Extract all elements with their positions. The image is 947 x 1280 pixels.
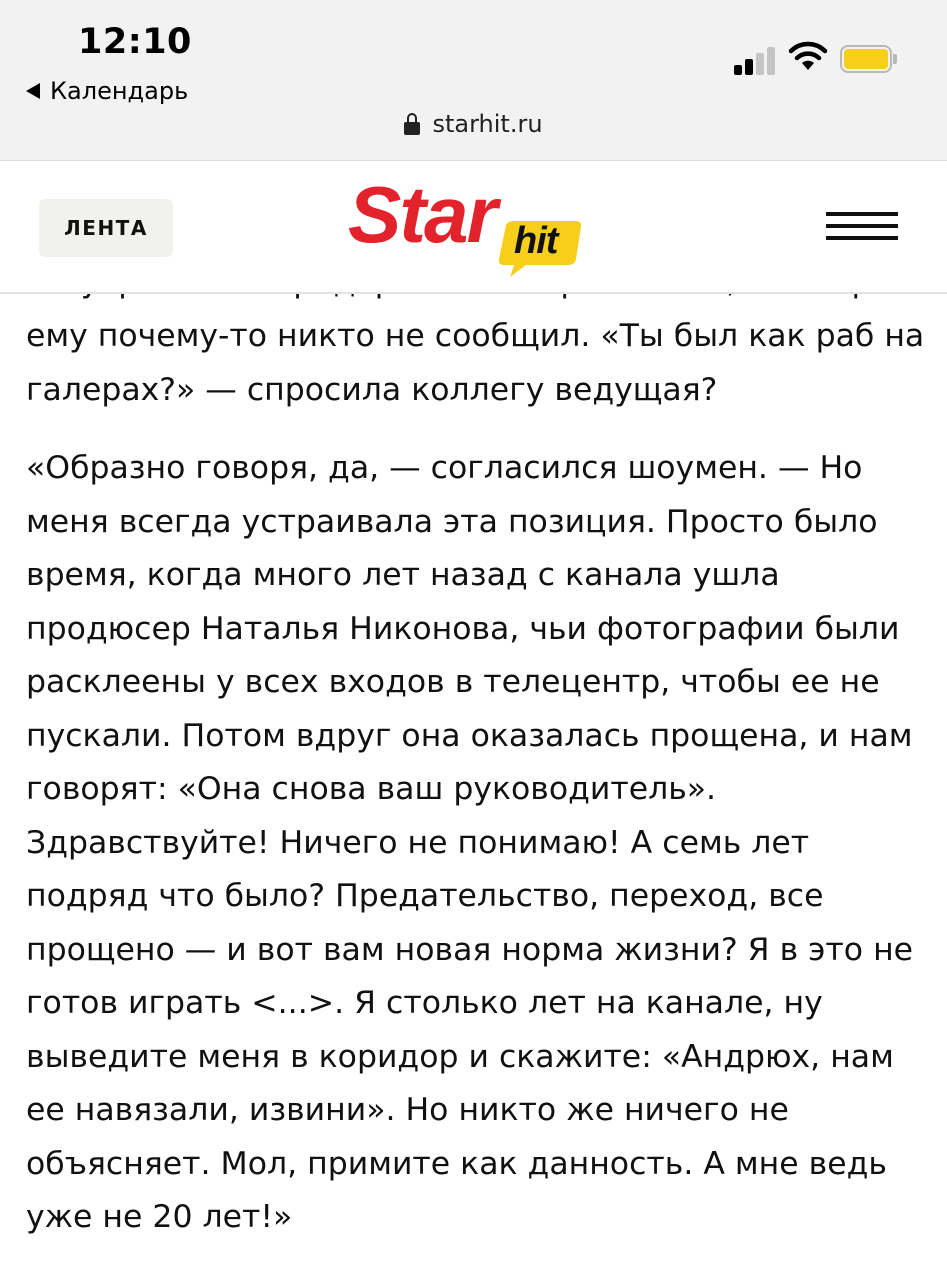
url-bar[interactable] (0, 104, 947, 144)
article-paragraph: ему почему-то никто не сообщил. «Ты был как раб на галерах?» — спросила коллегу ведущая? (26, 318, 925, 408)
site-header (0, 160, 947, 294)
status-bar (0, 0, 947, 160)
back-triangle-icon (26, 83, 40, 99)
back-to-app-link[interactable] (26, 76, 188, 106)
lock-icon (404, 113, 420, 135)
cellular-signal-icon (734, 45, 778, 75)
back-to-app-label: Календарь (50, 77, 189, 105)
article-body (0, 294, 947, 1280)
logo-hit-text: hit (514, 220, 558, 262)
article-paragraph: «Образно говоря, да, — согласился шоумен. — Но меня всегда устраивала эта позиция. Просто было время, когда много лет назад с канала ушла продюсер Наталья Никонова, чьи фотографии были расклеены у всех входов в телецентр, чтобы ее не пускали. Потом вдруг она оказалась прощена, и нам говорят: «Она снова ваш руководитель». Здравствуйте! Ничего не понимаю! А семь лет подряд что было? Предательство, переход, все прощено — и вот вам новая норма жизни? Я в это не готов играть <...>. Я столько лет на канале, ну выведите меня в коридор и скажите: «Андрюх, нам ее навязали, извини». Но никто же ничего не объясняет. Мол, примите как данность. А мне ведь уже не 20 лет!» (26, 450, 914, 1235)
hamburger-menu-icon[interactable] (824, 212, 900, 242)
starhit-logo[interactable] (348, 170, 588, 287)
lenta-button[interactable]: ЛЕНТА (39, 199, 173, 257)
url-domain: starhit.ru (432, 110, 543, 138)
status-time: 12:10 (78, 22, 192, 62)
wifi-icon (788, 42, 828, 72)
logo-star-text: Star (348, 170, 496, 259)
battery-icon (840, 45, 898, 75)
